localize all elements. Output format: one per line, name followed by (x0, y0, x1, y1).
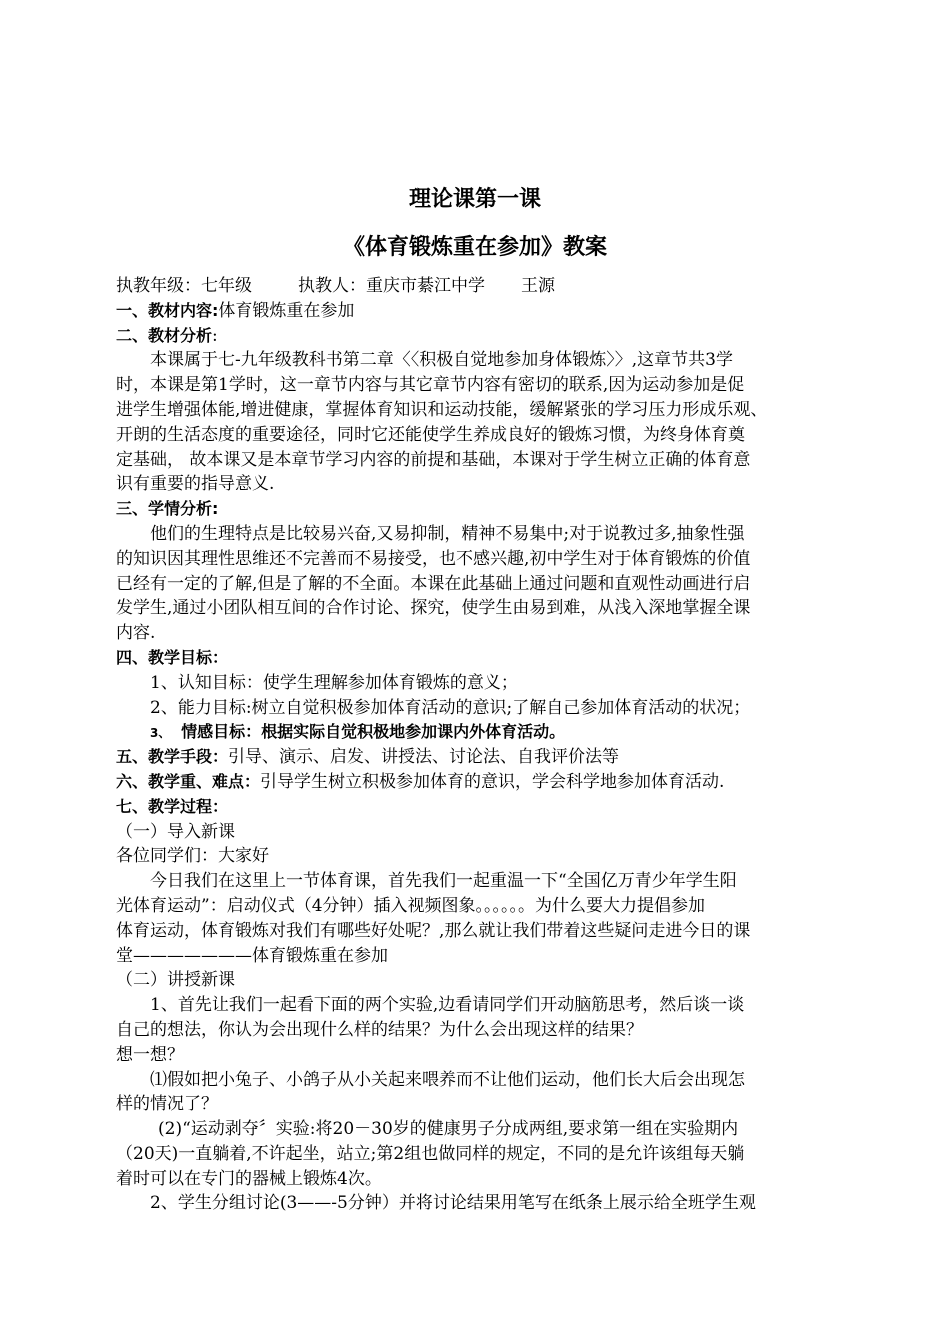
paragraph-line: 1、首先让我们一起看下面的两个实验,边看请同学们开动脑筋思考，然后谈一谈 (150, 995, 745, 1016)
paragraph-line: 着时可以在专门的器械上锻炼4次。 (116, 1168, 382, 1189)
lesson-subtitle: 《体育锻炼重在参加》教案 (342, 235, 607, 260)
objective-3-text: 情感目标：根据实际自觉积极地参加课内外体育活动。 (181, 722, 566, 742)
paragraph-line: (2)“运动剥夺〞实验:将20－30岁的健康男子分成两组,要求第一组在实验期内 (158, 1119, 739, 1140)
paragraph-line: 2、学生分组讨论(3——-5分钟）并将讨论结果用笔写在纸条上展示给全班学生观 (150, 1193, 756, 1214)
objective-item: 1、认知目标：使学生理解参加体育锻炼的意义； (150, 672, 518, 693)
section-1-heading: 一、教材内容: (116, 300, 219, 320)
objective-item: 2、能力目标:树立自觉积极参加体育活动的意识;了解自己参加体育活动的状况； (150, 697, 751, 718)
section-1 (116, 299, 836, 324)
paragraph-line: 进学生增强体能,增进健康，掌握体育知识和运动技能，缓解紧张的学习压力形成乐观、 (116, 399, 768, 420)
section-2-colon: : (212, 325, 218, 346)
section-5-heading: 五、教学手段： (116, 747, 229, 767)
section-4-heading: 四、教学目标： (116, 647, 229, 667)
document-body (116, 274, 836, 1216)
grade: 执教年级：七年级 (116, 276, 252, 296)
paragraph-line: 堂———————体育锻炼重在参加 (116, 945, 388, 966)
think-label: 想一想？ (116, 1044, 184, 1065)
greeting: 各位同学们：大家好 (116, 846, 269, 867)
paragraph-line: 的知识因其理性思维还不完善而不易接受，也不感兴趣,初中学生对于体育锻炼的价值 (116, 548, 751, 569)
paragraph-line: 自己的想法，你认为会出现什么样的结果？为什么会出现这样的结果？ (116, 1019, 643, 1040)
paragraph-line: ⑴假如把小兔子、小鸽子从小关起来喂养而不让他们运动，他们长大后会出现怎 (150, 1069, 745, 1090)
teacher-name: 王源 (521, 276, 555, 296)
lesson-title: 理论课第一课 (408, 187, 541, 212)
paragraph-line: 时，本课是第1学时，这一章节内容与其它章节内容有密切的联系,因为运动参加是促 (116, 375, 745, 396)
section-6-text: 引导学生树立积极参加体育的意识，学会科学地参加体育活动. (260, 771, 725, 792)
paragraph-line: 光体育运动”：启动仪式（4分钟）插入视频图象。。。。。。为什么要大力提倡参加 (116, 895, 706, 916)
paragraph-line: 样的情况了？ (116, 1094, 218, 1115)
paragraph-line: 定基础， 故本课又是本章节学习内容的前提和基础，本课对于学生树立正确的体育意 (116, 449, 751, 470)
meta-line (116, 274, 836, 299)
paragraph-line: 识有重要的指导意义. (116, 474, 275, 495)
objective-3-number: 3、 (150, 726, 171, 741)
paragraph-line: 内容. (116, 623, 156, 644)
subsection-heading: （二）讲授新课 (116, 970, 235, 991)
paragraph-line: 本课属于七-九年级教科书第二章〈〈积极自觉地参加身体锻炼〉〉,这章节共3学 (150, 350, 733, 371)
paragraph-line: 开朗的生活态度的重要途径，同时它还能使学生养成良好的锻炼习惯，为终身体育奠 (116, 424, 745, 445)
objective-item-3 (116, 720, 836, 745)
section-2-heading-line (116, 324, 836, 349)
section-1-text: 体育锻炼重在参加 (218, 300, 355, 321)
section-6-heading: 六、教学重、难点： (116, 771, 261, 791)
section-5 (116, 745, 836, 770)
subsection-heading: （一）导入新课 (116, 821, 235, 842)
paragraph-line: 已经有一定的了解,但是了解的不全面。本课在此基础上通过问题和直观性动画进行启 (116, 573, 751, 594)
section-6 (116, 770, 836, 795)
paragraph-line: 今日我们在这里上一节体育课，首先我们一起重温一下“全国亿万青少年学生阳 (150, 871, 737, 892)
paragraph-line: （20天)一直躺着,不许起坐，站立;第2组也做同样的规定，不同的是允许该组每天躺 (116, 1143, 745, 1164)
section-2-heading: 二、教材分析 (116, 325, 213, 345)
paragraph-line: 他们的生理特点是比较易兴奋,又易抑制，精神不易集中;对于说教过多,抽象性强 (150, 523, 745, 544)
teacher: 执教人：重庆市綦江中学 (298, 276, 485, 296)
section-3-heading: 三、学情分析: (116, 499, 219, 519)
section-7-heading: 七、教学过程： (116, 796, 229, 816)
paragraph-line: 发学生,通过小团队相互间的合作讨论、探究，使学生由易到难，从浅入深地掌握全课 (116, 598, 751, 619)
paragraph-line: 体育运动，体育锻炼对我们有哪些好处呢？,那么就让我们带着这些疑问走进今日的课 (116, 920, 751, 941)
section-5-text: 引导、演示、启发、讲授法、讨论法、自我评价法等 (228, 747, 620, 768)
